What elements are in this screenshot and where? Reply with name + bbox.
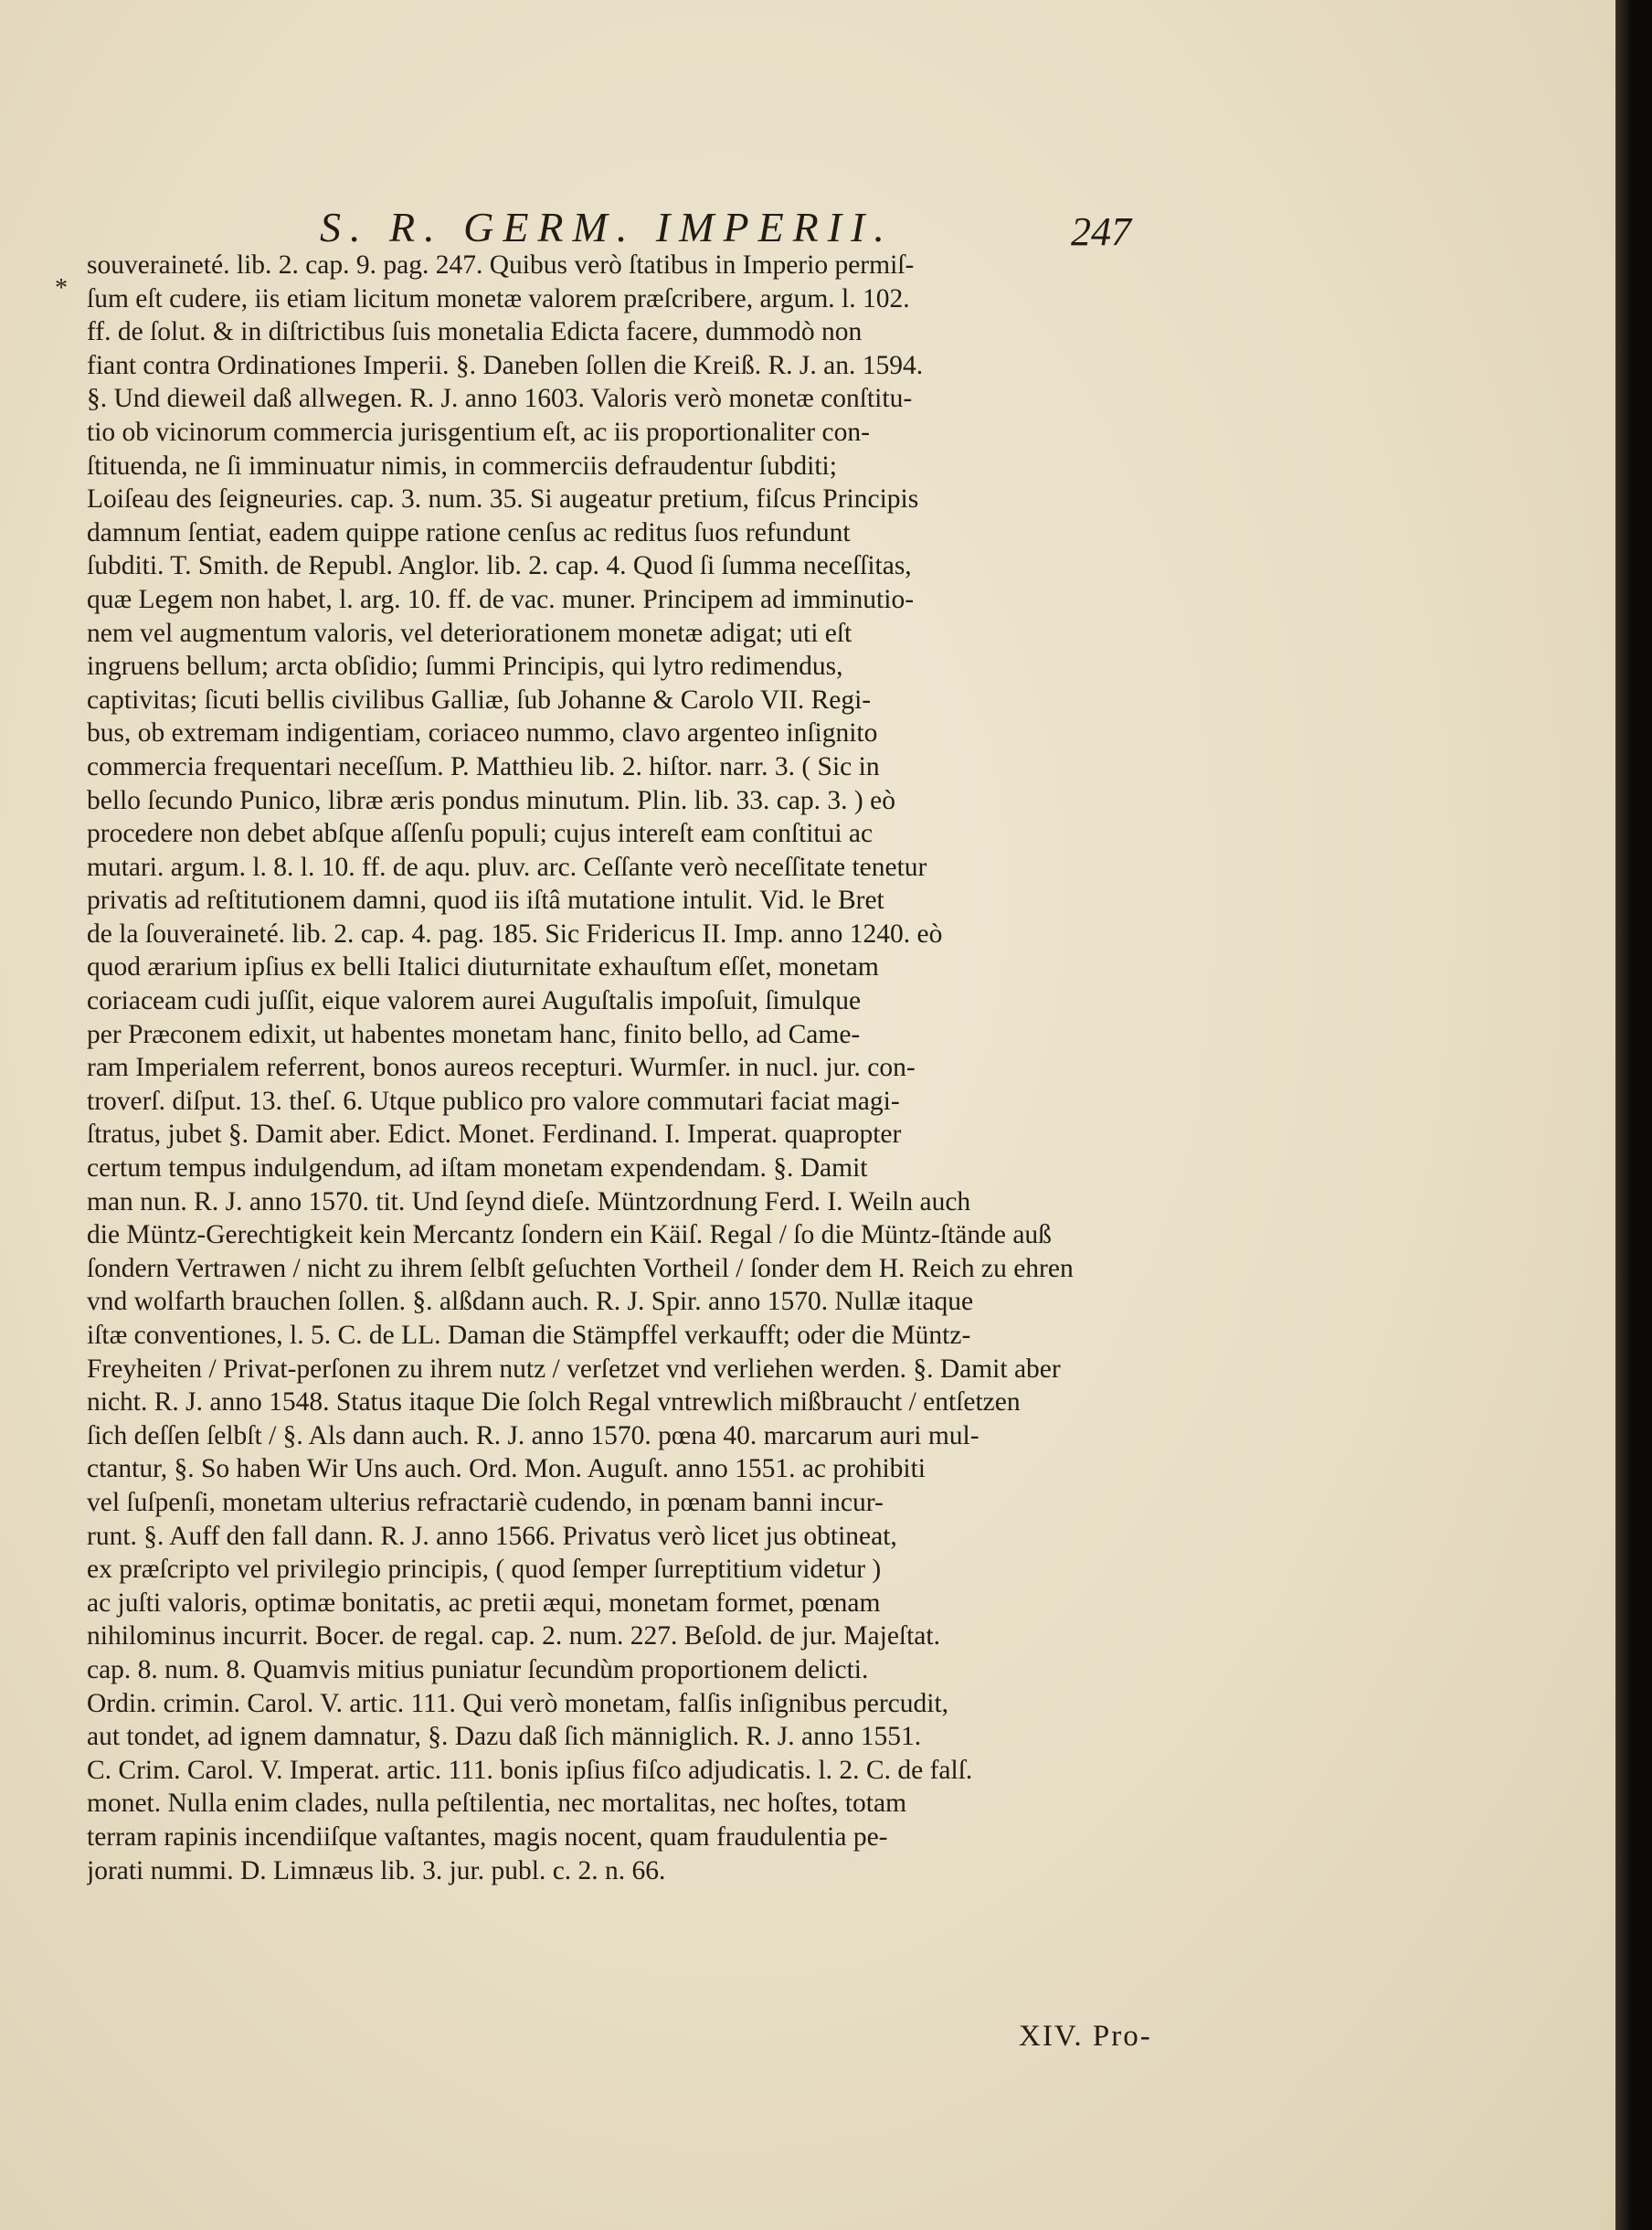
text-line: coriaceam cudi juſſit, eique valorem aurei Auguſtalis impoſuit, ſimulque — [87, 986, 862, 1016]
text-line: die Müntz-Gerechtigkeit kein Mercantz ſondern ein Käiſ. Regal / ſo die Müntz-ſtände auß — [87, 1220, 1052, 1250]
text-line: ſubditi. T. Smith. de Republ. Anglor. lib. 2. cap. 4. Quod ſi ſumma neceſſitas, — [87, 551, 912, 581]
page-number: 247 — [1071, 209, 1131, 254]
text-line: ſondern Vertrawen / nicht zu ihrem ſelbſt geſuchten Vortheil / ſonder dem H. Reich zu ehren — [87, 1253, 1074, 1283]
running-title: S. R. GERM. IMPERII. — [320, 204, 894, 250]
text-line: Ordin. crimin. Carol. V. artic. 111. Qui verò monetam, falſis inſignibus percudit, — [87, 1688, 949, 1718]
text-line: captivitas; ſicuti bellis civilibus Galliæ, ſub Johanne & Carolo VII. Regi- — [87, 685, 872, 715]
text-line: monet. Nulla enim clades, nulla peſtilentia, nec mortalitas, nec hoſtes, totam — [87, 1789, 907, 1819]
text-line: certum tempus indulgendum, ad iſtam monetam expendendam. §. Damit — [87, 1153, 868, 1184]
text-line: man nun. R. J. anno 1570. tit. Und ſeynd dieſe. Müntzordnung Ferd. I. Weiln auch — [87, 1186, 971, 1216]
text-line: ram Imperialem referrent, bonos aureos recepturi. Wurmſer. in nucl. jur. con- — [87, 1053, 916, 1083]
page-edge-shadow — [1615, 0, 1652, 2230]
text-line: jorati nummi. D. Limnæus lib. 3. jur. publ. c. 2. n. 66. — [87, 1855, 666, 1885]
text-line: commercia frequentari neceſſum. P. Matthieu lib. 2. hiſtor. narr. 3. ( Sic in — [87, 751, 880, 781]
margin-marker: * — [55, 274, 68, 303]
text-line: privatis ad reſtitutionem damni, quod iis iſtâ mutatione intulit. Vid. le Bret — [87, 886, 884, 916]
text-line: ctantur, §. So haben Wir Uns auch. Ord. Mon. Auguſt. anno 1551. ac prohibiti — [87, 1454, 927, 1484]
text-line: procedere non debet abſque aſſenſu populi; cujus intereſt eam conſtitui ac — [87, 819, 874, 849]
text-line: de la ſouveraineté. lib. 2. cap. 4. pag. 185. Sic Fridericus II. Imp. anno 1240. eò — [87, 919, 943, 949]
text-line: quod ærarium ipſius ex belli Italici diuturnitate exhauſtum eſſet, monetam — [87, 952, 879, 982]
text-line: cap. 8. num. 8. Quamvis mitius puniatur ſecundùm proportionem delicti. — [87, 1654, 869, 1684]
text-line: Freyheiten / Privat-perſonen zu ihrem nutz / verſetzet vnd verliehen werden. §. Damit aber — [87, 1354, 1061, 1384]
text-line: quæ Legem non habet, l. arg. 10. ff. de vac. muner. Principem ad imminutio- — [87, 584, 915, 614]
text-line: ac juſti valoris, optimæ bonitatis, ac pretii æqui, monetam formet, pœnam — [87, 1588, 881, 1618]
catchword: XIV. Pro- — [1019, 2020, 1152, 2053]
text-line: vnd wolfarth brauchen ſollen. §. alßdann auch. R. J. Spir. anno 1570. Nullæ itaque — [87, 1287, 974, 1317]
text-line: troverſ. diſput. 13. theſ. 6. Utque publico pro valore commutari faciat magi- — [87, 1086, 900, 1116]
text-line: nicht. R. J. anno 1548. Status itaque Die ſolch Regal vntrewlich mißbraucht / entſetzen — [87, 1387, 1021, 1418]
text-line: mutari. argum. l. 8. l. 10. ff. de aqu. pluv. arc. Ceſſante verò neceſſitate tenetur — [87, 852, 927, 882]
text-line: ſtratus, jubet §. Damit aber. Edict. Monet. Ferdinand. I. Imperat. quapropter — [87, 1120, 902, 1150]
text-line: nem vel augmentum valoris, vel deteriorationem monetæ adigat; uti eſt — [87, 618, 852, 648]
text-line: bello ſecundo Punico, libræ æris pondus minutum. Plin. lib. 33. cap. 3. ) eò — [87, 785, 895, 815]
text-line: iſtæ conventiones, l. 5. C. de LL. Daman die Stämpffel verkaufft; oder die Müntz- — [87, 1321, 971, 1350]
text-line: aut tondet, ad ignem damnatur, §. Dazu daß ſich männiglich. R. J. anno 1551. — [87, 1722, 922, 1752]
text-line: §. Und dieweil daß allwegen. R. J. anno 1603. Valoris verò monetæ conſtitu- — [87, 384, 913, 414]
text-line: ſich deſſen ſelbſt / §. Als dann auch. R. J. anno 1570. pœna 40. marcarum auri mul- — [87, 1420, 980, 1450]
text-line: tio ob vicinorum commercia jurisgentium eſt, ac iis proportionaliter con- — [87, 417, 870, 447]
text-line — [87, 1887, 1138, 1921]
text-line: ſum eſt cudere, iis etiam licitum monetæ valorem præſcribere, argum. l. 102. — [87, 283, 910, 313]
text-line: ſtituenda, ne ſi imminuatur nimis, in commerciis defraudentur ſubditi; — [87, 451, 837, 481]
text-line: ingruens bellum; arcta obſidio; ſummi Principis, qui lytro redimendus, — [87, 652, 843, 682]
text-line: runt. §. Auff den fall dann. R. J. anno 1566. Privatus verò licet jus obtineat, — [87, 1521, 897, 1551]
text-line: souveraineté. lib. 2. cap. 9. pag. 247. Quibus verò ſtatibus in Imperio permiſ- — [87, 250, 915, 280]
text-line: bus, ob extremam indigentiam, coriaceo nummo, clavo argenteo inſignito — [87, 718, 878, 749]
text-line: nihilominus incurrit. Bocer. de regal. cap. 2. num. 227. Beſold. de jur. Majeſtat. — [87, 1621, 940, 1651]
text-line: terram rapinis incendiiſque vaſtantes, magis nocent, quam fraudulentia pe- — [87, 1821, 888, 1852]
text-line: Loiſeau des ſeigneuries. cap. 3. num. 35. Si augeatur pretium, fiſcus Principis — [87, 484, 919, 515]
text-line: ex præſcripto vel privilegio principis, ( quod ſemper ſurreptitium videtur ) — [87, 1555, 882, 1585]
text-line: C. Crim. Carol. V. Imperat. artic. 111. bonis ipſius fiſco adjudicatis. l. 2. C. de falſ. — [87, 1755, 973, 1785]
body-text — [87, 249, 1138, 1921]
text-line: fiant contra Ordinationes Imperii. §. Daneben ſollen die Kreiß. R. J. an. 1594. — [87, 350, 924, 380]
text-line: per Præconem edixit, ut habentes monetam hanc, finito bello, ad Came- — [87, 1019, 861, 1049]
text-line: vel ſuſpenſi, monetam ulterius refractariè cudendo, in pœnam banni incur- — [87, 1487, 884, 1517]
text-line: ff. de ſolut. & in diſtrictibus ſuis monetalia Edicta facere, dummodò non — [87, 317, 863, 347]
text-line: damnum ſentiat, eadem quippe ratione cenſus ac reditus ſuos refundunt — [87, 517, 851, 547]
